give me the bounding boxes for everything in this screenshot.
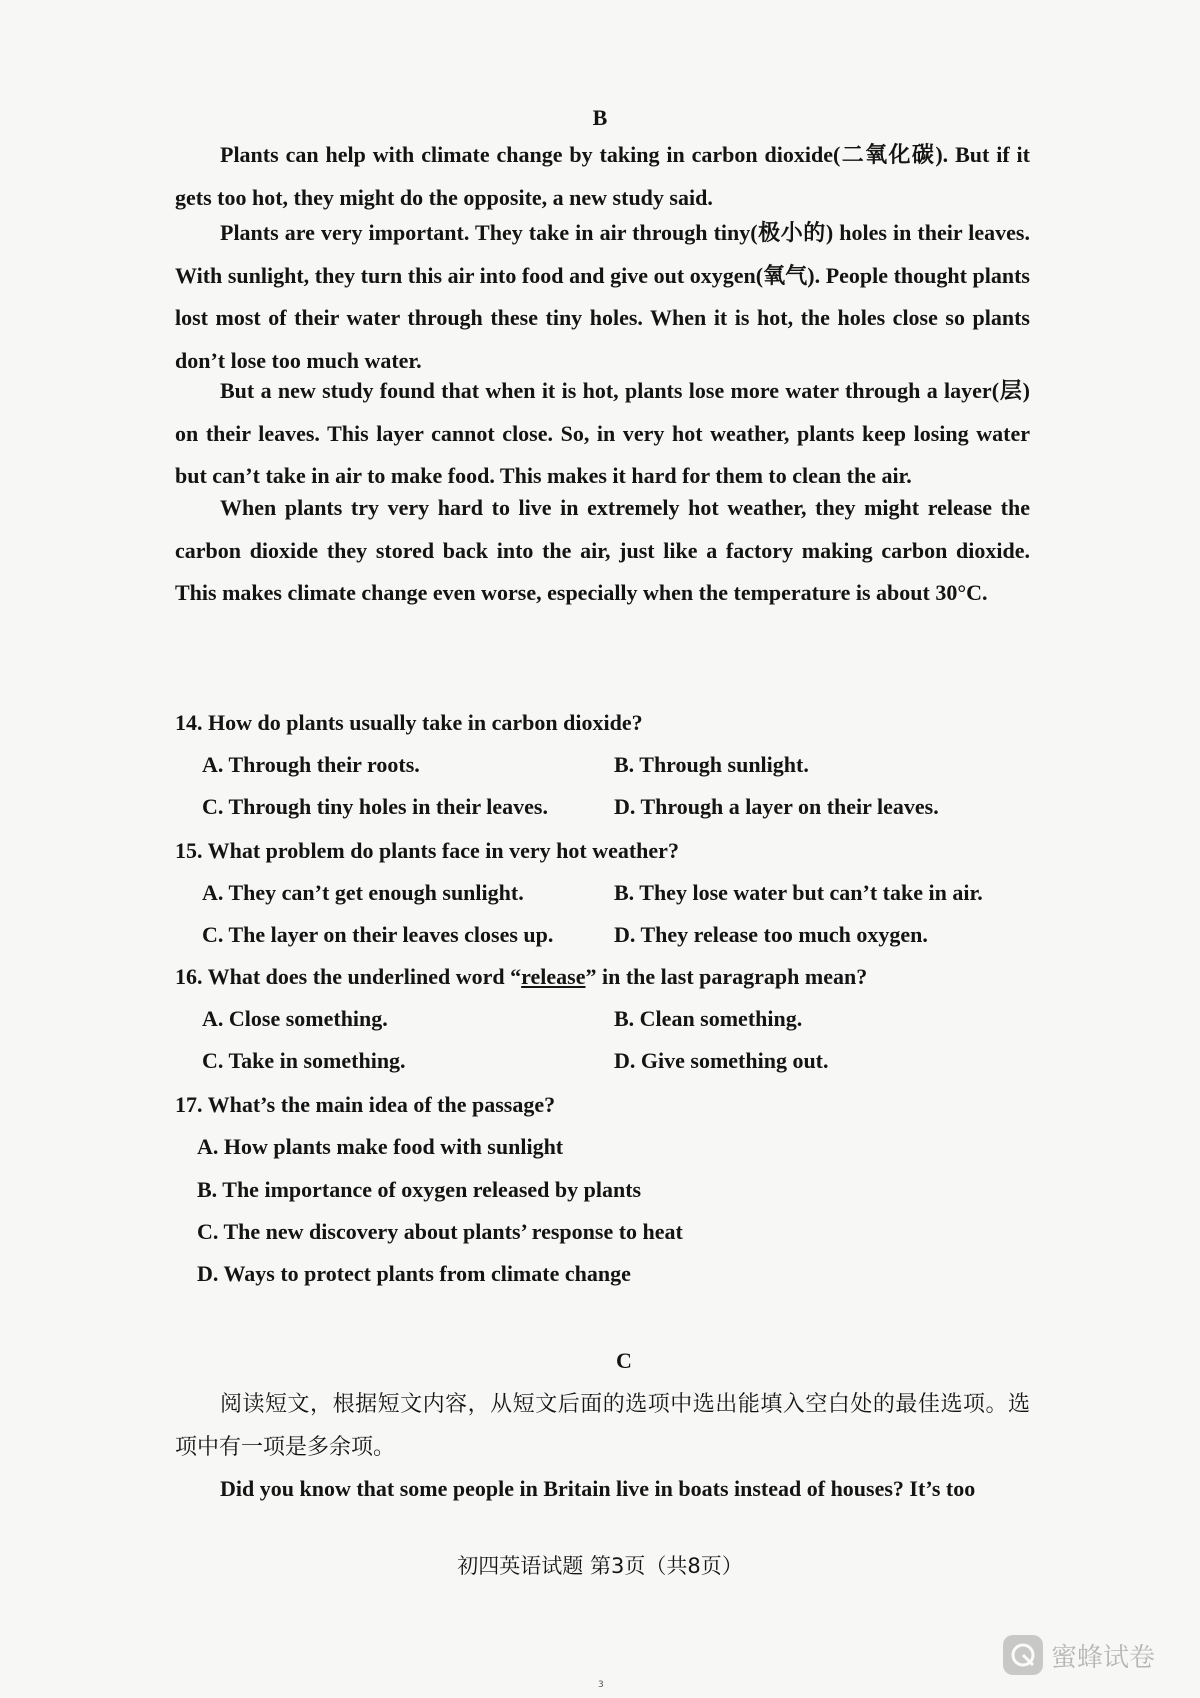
bee-logo-icon	[1003, 1635, 1043, 1675]
question-16	[175, 964, 867, 990]
question-14: 14. How do plants usually take in carbon dioxide?	[175, 710, 643, 735]
q17-option-b: B. The importance of oxygen released by plants	[197, 1177, 642, 1202]
watermark	[1003, 1635, 1155, 1675]
q16-option-a: A. Close something.	[202, 1006, 388, 1031]
q17-option-a: A. How plants make food with sunlight	[197, 1134, 564, 1159]
q16-option-b: B. Clean something.	[614, 1006, 803, 1031]
passage-c-first-line: Did you know that some people in Britain live in boats instead of houses? It’s too	[220, 1476, 976, 1501]
q15-option-a: A. They can’t get enough sunlight.	[202, 880, 524, 905]
q16-stem-start: 16. What does the underlined word “	[175, 964, 522, 989]
q14-option-a: A. Through their roots.	[202, 752, 420, 777]
q14-option-c: C. Through tiny holes in their leaves.	[202, 794, 548, 819]
question-15: 15. What problem do plants face in very hot weather?	[175, 838, 679, 863]
passage-b-paragraph-1: Plants can help with climate change by taking in carbon dioxide(二氧化碳). But if it gets too hot, they might do the opposite, a new study said.	[175, 142, 1030, 210]
q15-option-d: D. They release too much oxygen.	[614, 922, 928, 947]
passage-b-paragraph-4: When plants try very hard to live in extremely hot weather, they might release the carbon dioxide they stored back into the air, just like a factory making carbon dioxide. This makes climate change even worse, especially when the temperature is about 30°C.	[175, 495, 1030, 605]
q16-stem-end: ” in the last paragraph mean?	[585, 964, 868, 989]
watermark-text: 蜜蜂试卷	[1051, 1642, 1156, 1673]
passage-b-paragraph-3: But a new study found that when it is hot, plants lose more water through a layer(层) on their leaves. This layer cannot close. So, in very hot weather, plants keep losing water but can’t take in air to make food. This makes it hard for them to clean the air.	[175, 378, 1030, 488]
section-b-title: B	[592, 105, 608, 130]
q15-option-c: C. The layer on their leaves closes up.	[202, 922, 554, 947]
q14-option-b: B. Through sunlight.	[614, 752, 809, 777]
q14-option-d: D. Through a layer on their leaves.	[614, 794, 939, 819]
section-c-instruction: 阅读短文，根据短文内容，从短文后面的选项中选出能填入空白处的最佳选项。选项中有一项是多余项。	[175, 1392, 1030, 1460]
q17-option-d: D. Ways to protect plants from climate change	[197, 1261, 631, 1286]
page-number: 3	[598, 1680, 604, 1690]
q15-option-b: B. They lose water but can’t take in air.	[614, 880, 983, 905]
q17-option-c: C. The new discovery about plants’ response to heat	[197, 1219, 683, 1244]
q16-option-c: C. Take in something.	[202, 1048, 406, 1073]
underlined-word: release	[521, 964, 586, 989]
section-c-title: C	[616, 1348, 632, 1373]
q16-option-d: D. Give something out.	[614, 1048, 829, 1073]
page-footer: 初四英语试题 第3页（共8页）	[457, 1554, 743, 1578]
question-17: 17. What’s the main idea of the passage?	[175, 1092, 556, 1117]
passage-b-paragraph-2: Plants are very important. They take in air through tiny(极小的) holes in their leaves. With sunlight, they turn this air into food and give out oxygen(氧气). People thought plants lost most of their water through these tiny holes. When it is hot, the holes close so plants don’t lose too much water.	[175, 220, 1030, 373]
